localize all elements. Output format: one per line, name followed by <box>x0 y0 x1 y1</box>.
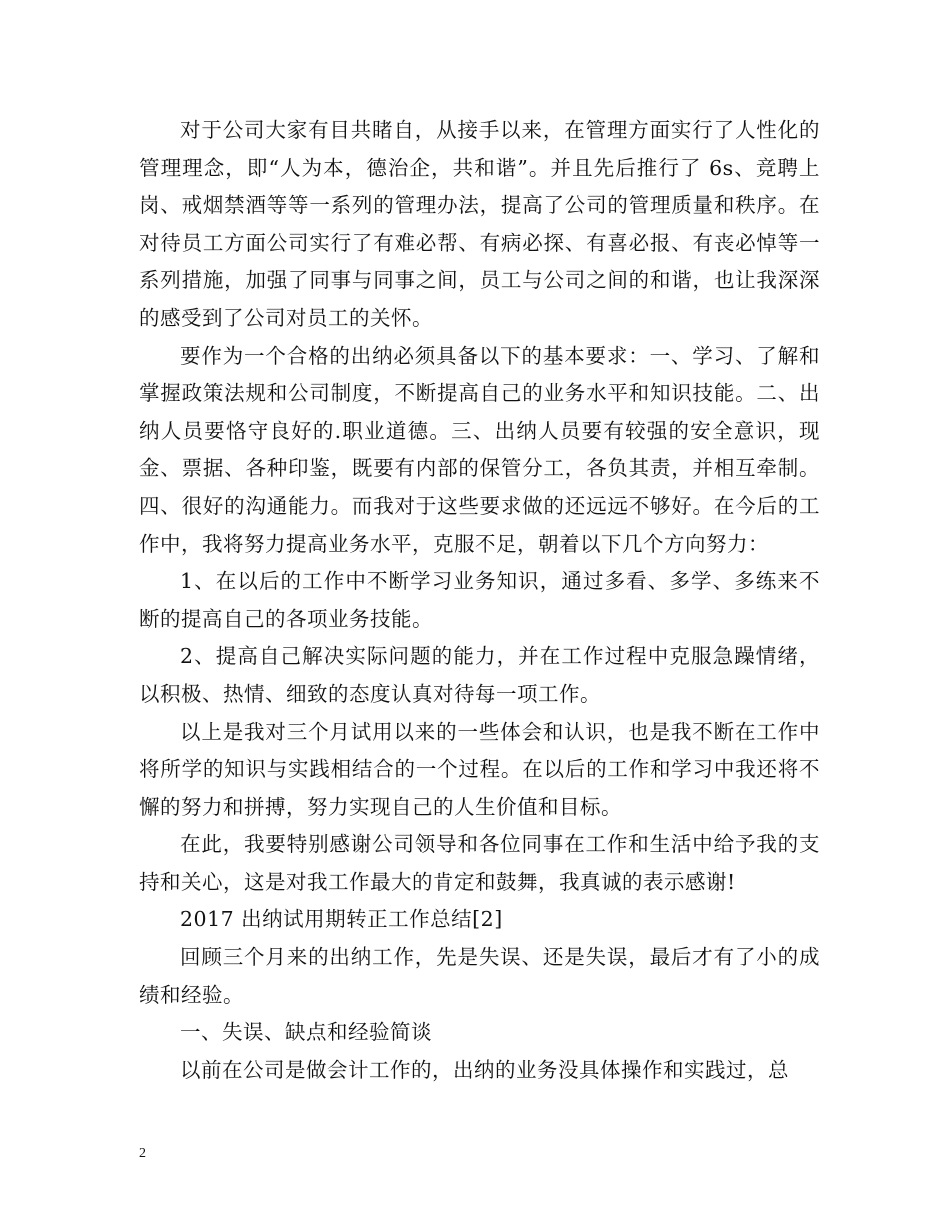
paragraph-goal-2: 2、提高自己解决实际问题的能力，并在工作过程中克服急躁情绪，以积极、热情、细致的态度认真对待每一项工作。 <box>139 644 820 706</box>
paragraph-management-philosophy: 对于公司大家有目共睹自，从接手以来，在管理方面实行了人性化的管理理念，即“人为本，德治企，共和谐”。并且先后推行了 6s、竞聘上岗、戒烟禁酒等等一系列的管理办法，提高了公司的管理质量和秩序。在对待员工方面公司实行了有难必帮、有病必探、有喜必报、有丧必悼等一系列措施，加强了同事与同事之间，员工与公司之间的和谐，也让我深深的感受到了公司对员工的关怀。 <box>139 118 820 330</box>
paragraph-cashier-requirements: 要作为一个合格的出纳必须具备以下的基本要求：一、学习、了解和掌握政策法规和公司制度，不断提高自己的业务水平和知识技能。二、出纳人员要恪守良好的.职业道德。三、出纳人员要有较强的安全意识，现金、票据、各种印鉴，既要有内部的保管分工，各负其责，并相互牵制。四、很好的沟通能力。而我对于这些要求做的还远远不够好。在今后的工作中，我将努力提高业务水平，克服不足，朝着以下几个方向努力： <box>139 343 820 556</box>
paragraph-background: 以前在公司是做会计工作的，出纳的业务没具体操作和实践过，总 <box>180 1057 789 1082</box>
paragraph-reflection: 以上是我对三个月试用以来的一些体会和认识，也是我不断在工作中将所学的知识与实践相结合的一个过程。在以后的工作和学习中我还将不懈的努力和拼搏，努力实现自己的人生价值和目标。 <box>139 719 820 819</box>
paragraph-goal-1: 1、在以后的工作中不断学习业务知识，通过多看、多学、多练来不断的提高自己的各项业务技能。 <box>139 569 820 631</box>
body-text <box>139 112 820 1089</box>
page-number: 2 <box>139 1146 146 1161</box>
paragraph-review: 回顾三个月来的出纳工作，先是失误、还是失误，最后才有了小的成绩和经验。 <box>139 945 820 1007</box>
section-heading: 2017 出纳试用期转正工作总结[2] <box>180 907 503 932</box>
subsection-heading: 一、失误、缺点和经验简谈 <box>180 1020 432 1045</box>
paragraph-thanks: 在此，我要特别感谢公司领导和各位同事在工作和生活中给予我的支持和关心，这是对我工作最大的肯定和鼓舞，我真诚的表示感谢! <box>139 832 820 894</box>
